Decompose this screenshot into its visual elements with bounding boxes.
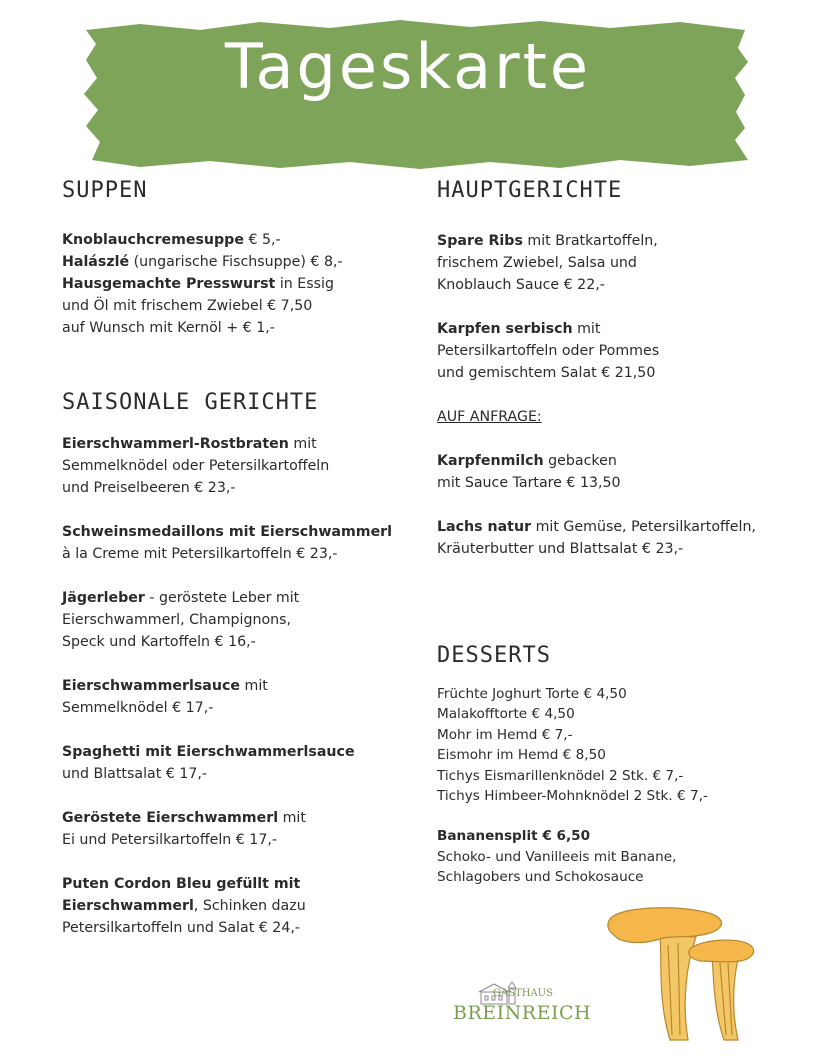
suppen-list [62, 229, 343, 339]
list-item: und Öl mit frischem Zwiebel € 7,50 [62, 298, 313, 314]
page-title: Tageskarte [224, 30, 592, 103]
list-item: Mohr im Hemd € 7,- [437, 726, 573, 743]
menu-item: Bananensplit € 6,50 Schoko- und Vanilleeis mit Banane, Schlagobers und Schokosauce [437, 828, 677, 886]
list-item: Früchte Joghurt Torte € 4,50 [437, 686, 627, 702]
menu-item: Spaghetti mit Eierschwammerlsauce und Blattsalat € 17,- [62, 744, 355, 782]
logo-big-text: BREINREICH [453, 1002, 592, 1024]
list-item: Knoblauchcremesuppe € 5,- [62, 232, 281, 248]
saisonale-list [62, 433, 392, 939]
auf-anfrage-label: AUF ANFRAGE: [437, 409, 542, 425]
menu-item: Karpfenmilch gebacken mit Sauce Tartare € 13,50 [437, 453, 621, 491]
menu-item: Geröstete Eierschwammerl mit Ei und Petersilkartoffeln € 17,- [62, 810, 306, 848]
list-item: Hausgemachte Presswurst in Essig [62, 276, 334, 292]
heading-hauptgerichte: HAUPTGERICHTE [437, 178, 623, 203]
logo-small-text: GASTHAUS [493, 988, 553, 999]
auf-anfrage-group [437, 406, 756, 560]
chanterelle-mushroom-icon [600, 905, 760, 1045]
menu-item: Lachs natur mit Gemüse, Petersilkartoffeln, Kräuterbutter und Blattsalat € 23,- [437, 519, 756, 557]
list-item: Malakofftorte € 4,50 [437, 706, 575, 723]
heading-desserts: DESSERTS [437, 643, 551, 668]
list-item: Eismohr im Hemd € 8,50 [437, 747, 606, 764]
menu-item: Schweinsmedaillons mit Eierschwammerl à la Creme mit Petersilkartoffeln € 23,- [62, 524, 393, 562]
heading-suppen: SUPPEN [62, 178, 148, 203]
list-item: Tichys Himbeer-Mohnknödel 2 Stk. € 7,- [437, 788, 708, 805]
menu-item: Spare Ribs mit Bratkartoffeln, frischem Zwiebel, Salsa und Knoblauch Sauce € 22,- [437, 233, 658, 293]
menu-item: Eierschwammerl-Rostbraten mit Semmelknödel oder Petersilkartoffeln und Preiselbeeren € 23,- [62, 436, 330, 496]
desserts-list [437, 684, 708, 888]
heading-saisonale-gerichte: SAISONALE GERICHTE [62, 390, 319, 415]
list-item: Tichys Eismarillenknödel 2 Stk. € 7,- [437, 767, 684, 784]
breinreich-logo [445, 980, 592, 1030]
menu-item: Jägerleber - geröstete Leber mit Eierschwammerl, Champignons, Speck und Kartoffeln € 16,- [62, 590, 300, 650]
menu-item: Karpfen serbisch mit Petersilkartoffeln oder Pommes und gemischtem Salat € 21,50 [437, 321, 660, 381]
hauptgerichte-list [437, 230, 756, 560]
list-item: auf Wunsch mit Kernöl + € 1,- [62, 320, 275, 336]
list-item: Halászlé (ungarische Fischsuppe) € 8,- [62, 254, 343, 270]
menu-item: Puten Cordon Bleu gefüllt mit Eierschwammerl, Schinken dazu Petersilkartoffeln und Salat € 24,- [62, 876, 306, 936]
menu-item: Eierschwammerlsauce mit Semmelknödel € 17,- [62, 678, 268, 716]
